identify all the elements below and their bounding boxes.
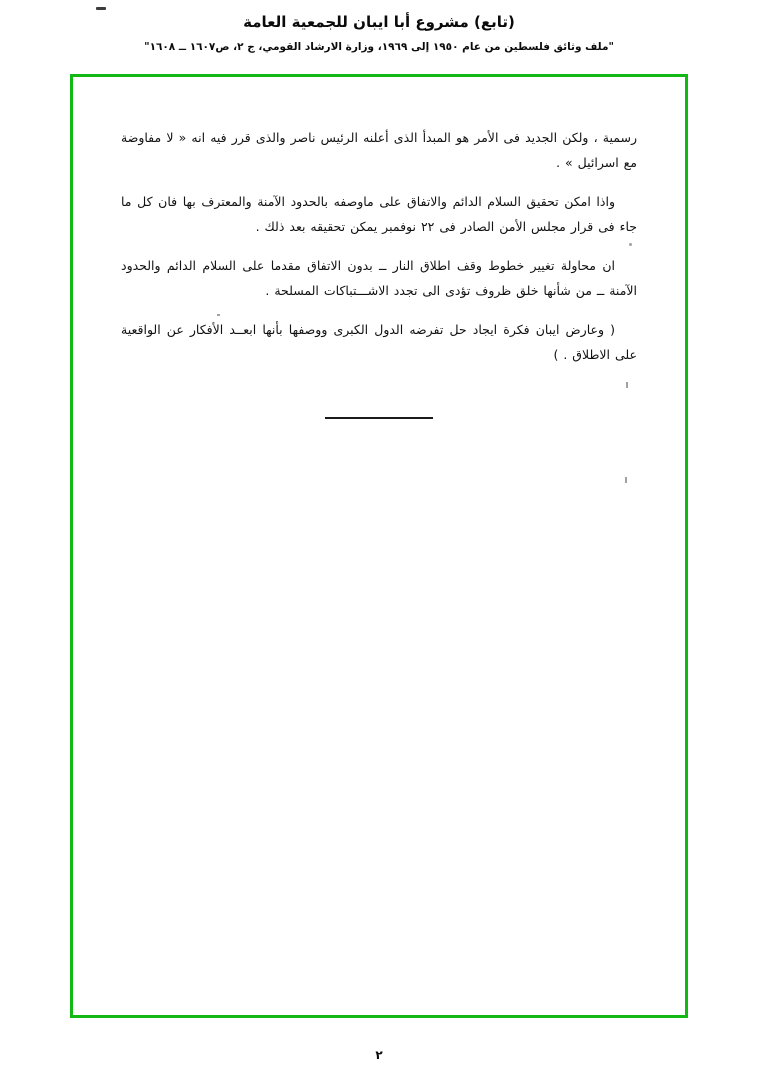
scan-speck	[625, 477, 627, 483]
content-frame	[70, 74, 688, 1018]
scan-speck	[217, 314, 220, 316]
scan-speck	[629, 243, 632, 246]
source-citation: "ملف وثائق فلسطين من عام ١٩٥٠ إلى ١٩٦٩، وزارة الارشاد القومي، ج ٢، ص١٦٠٧ ــ ١٦٠٨"	[144, 41, 614, 53]
scan-artifact-mark	[96, 7, 106, 10]
page-number: ٢	[375, 1048, 383, 1062]
paragraph: رسمية ، ولكن الجديد فى الأمر هو المبدأ الذى أعلنه الرئيس ناصر والذى قرر فيه انه « لا مفاوضة مع اسرائيل » .	[121, 130, 637, 170]
scan-speck	[626, 382, 628, 388]
paragraph: ( وعارض ايبان فكرة ايجاد حل تفرضه الدول الكبرى ووصفها بأنها ابعــد الأفكار عن الواقعية على الاطلاق . )	[121, 322, 637, 362]
body-text-block	[73, 125, 685, 381]
section-divider	[73, 417, 685, 419]
paragraph: ان محاولة تغيير خطوط وقف اطلاق النار ــ بدون الاتفاق مقدما على السلام الدائم والحدود الآمنة ــ من شأنها خلق ظروف تؤدى الى تجدد الاشـــتباكات المسلحة .	[121, 258, 637, 298]
document-header	[0, 12, 758, 55]
paragraph: واذا امكن تحقيق السلام الدائم والاتفاق على ماوصفه بالحدود الآمنة والمعترف بها فان كل ما جاء فى قرار مجلس الأمن الصادر فى ٢٢ نوفمبر يمكن تحقيقه بعد ذلك .	[121, 194, 637, 234]
page-title: (تابع) مشروع أبا ايبان للجمعية العامة	[243, 13, 515, 31]
